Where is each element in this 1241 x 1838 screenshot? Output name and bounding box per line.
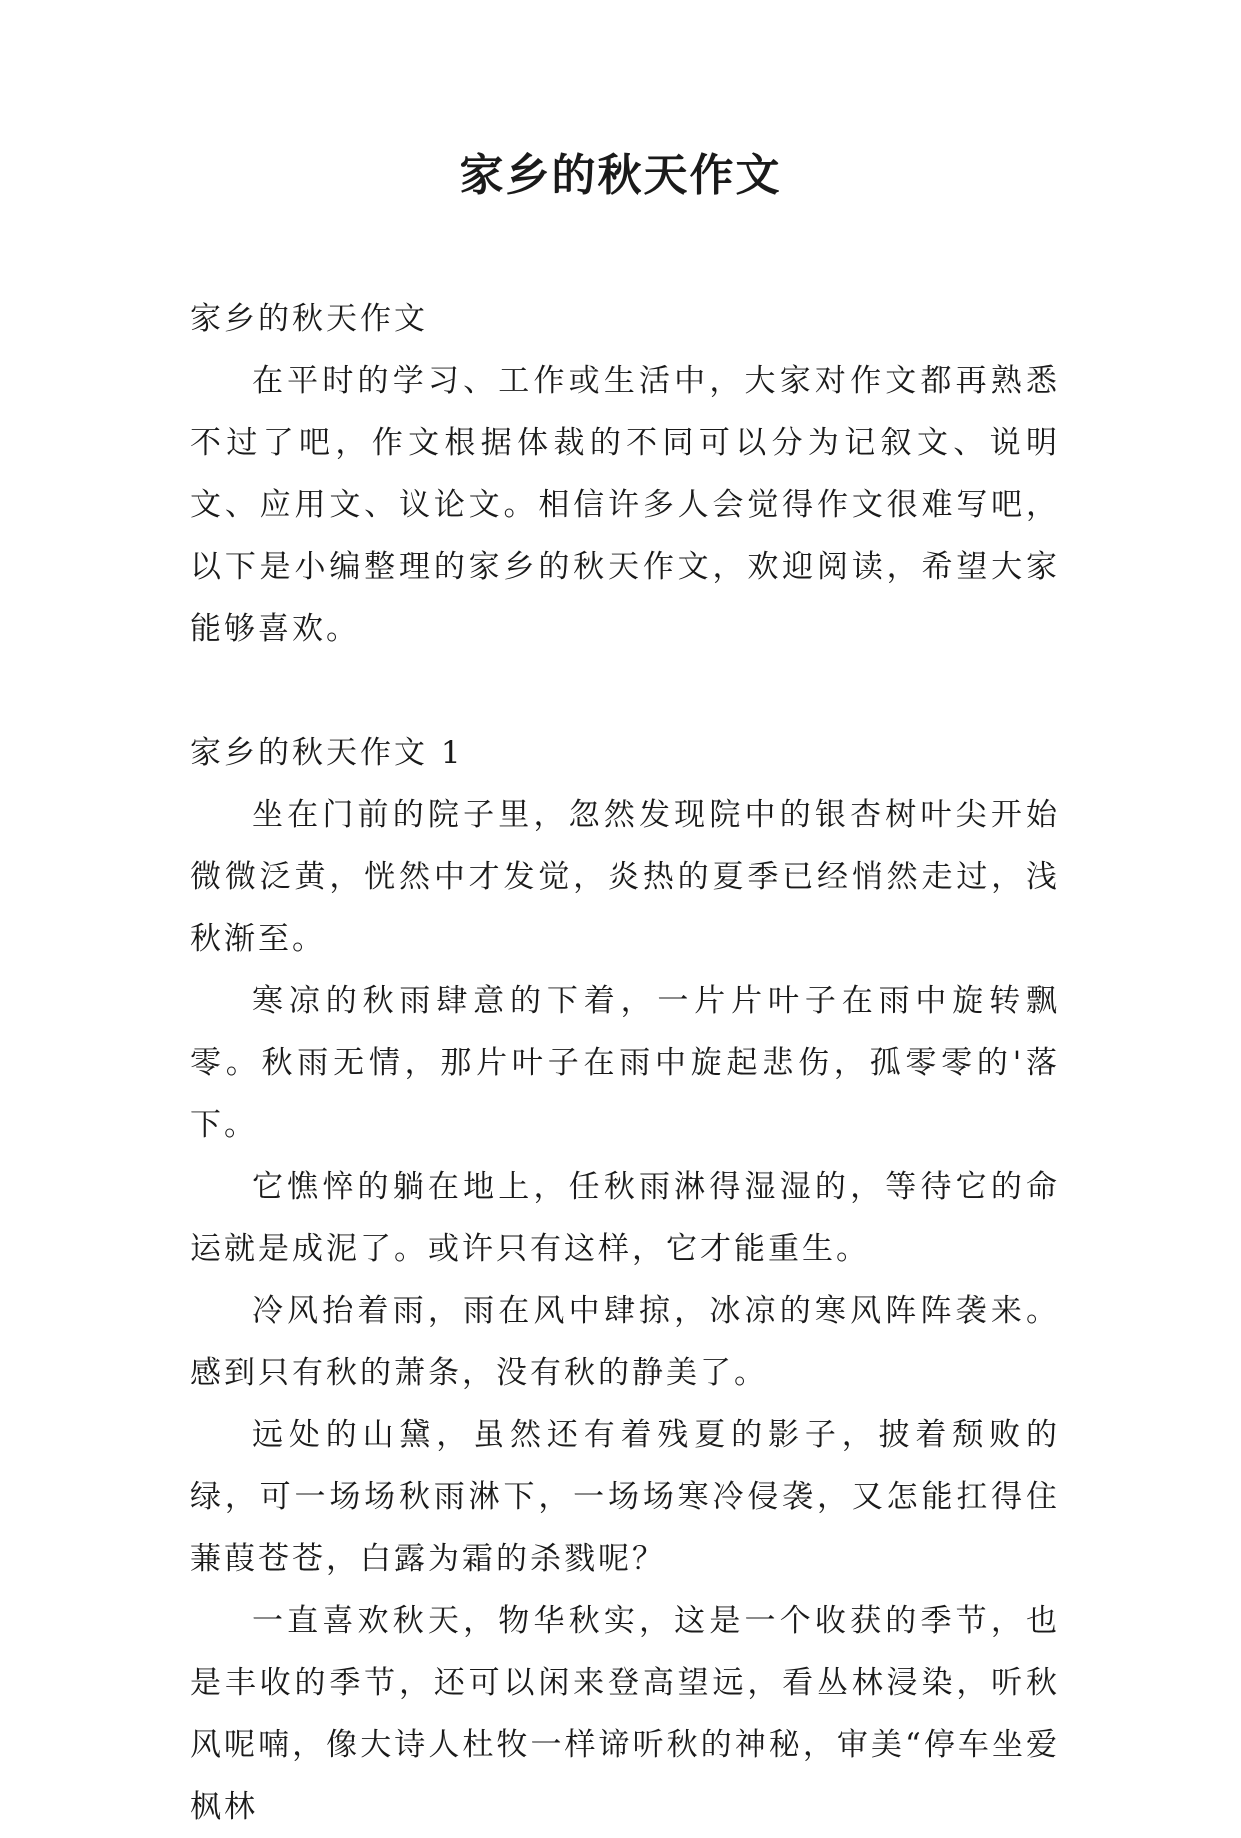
essay1-paragraph: 远处的山黛，虽然还有着残夏的影子，披着颓败的绿，可一场场秋雨淋下，一场场寒冷侵袭，又怎能扛得住蒹葭苍苍，白露为霜的杀戮呢？ <box>190 1417 1060 1577</box>
section-spacer <box>190 660 1060 722</box>
essay1-paragraph: 一直喜欢秋天，物华秋实，这是一个收获的季节，也是丰收的季节，还可以闲来登高望远，看丛林浸染，听秋风呢喃，像大诗人杜牧一样谛听秋的神秘，审美“停车坐爱枫林 <box>190 1603 1060 1825</box>
essay1-paragraph: 冷风抬着雨，雨在风中肆掠，冰凉的寒风阵阵袭来。感到只有秋的萧条，没有秋的静美了。 <box>190 1293 1060 1391</box>
essay1-paragraph: 坐在门前的院子里，忽然发现院中的银杏树叶尖开始微微泛黄，恍然中才发觉，炎热的夏季已经悄然走过，浅秋渐至。 <box>190 797 1060 957</box>
document-body <box>190 288 1060 1838</box>
essay1-paragraph: 寒凉的秋雨肆意的下着，一片片叶子在雨中旋转飘零。秋雨无情，那片叶子在雨中旋起悲伤，孤零零的'落下。 <box>190 983 1060 1143</box>
document-title: 家乡的秋天作文 <box>459 150 782 201</box>
essay1-heading: 家乡的秋天作文 1 <box>190 735 464 771</box>
essay1-paragraph: 它憔悴的躺在地上，任秋雨淋得湿湿的，等待它的命运就是成泥了。或许只有这样，它才能重生。 <box>190 1169 1060 1267</box>
intro-paragraph: 在平时的学习、工作或生活中，大家对作文都再熟悉不过了吧，作文根据体裁的不同可以分为记叙文、说明文、应用文、议论文。相信许多人会觉得作文很难写吧，以下是小编整理的家乡的秋天作文，欢迎阅读，希望大家能够喜欢。 <box>190 363 1060 647</box>
intro-heading: 家乡的秋天作文 <box>190 301 428 337</box>
